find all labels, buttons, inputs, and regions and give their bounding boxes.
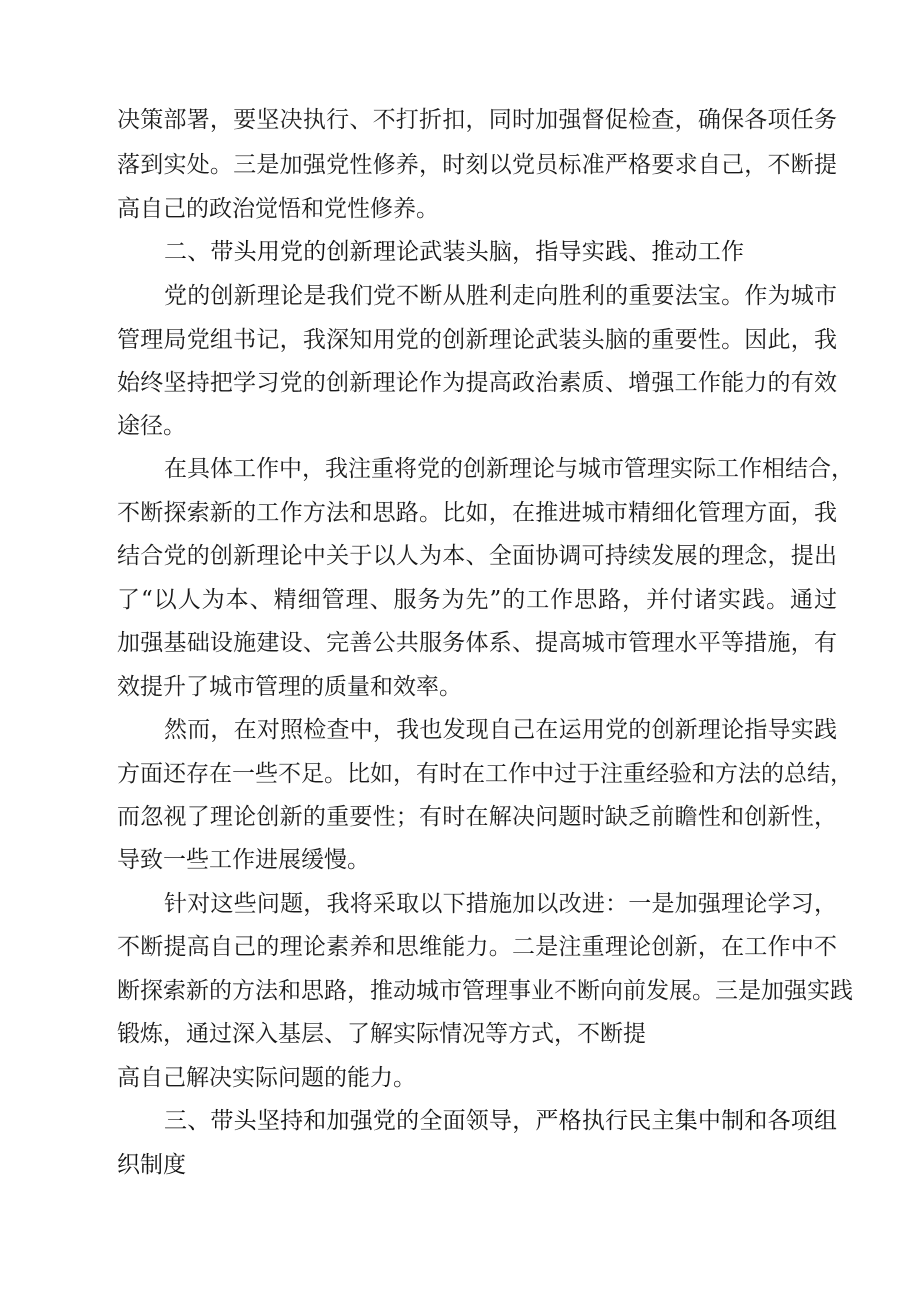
paragraph-line: 不断探索新的工作方法和思路。比如，在推进城市精细化管理方面，我 (117, 500, 837, 526)
paragraph-line: 途径。 (117, 413, 186, 439)
paragraph-line: 断探索新的方法和思路，推动城市管理事业不断向前发展。三是加强实践 (117, 978, 853, 1004)
paragraph-line: 然而，在对照检查中，我也发现自己在运用党的创新理论指导实践 (164, 717, 837, 743)
section-heading-3: 三、带头坚持和加强党的全面领导，严格执行民主集中制和各项组 (164, 1108, 837, 1134)
paragraph-line: 针对这些问题，我将采取以下措施加以改进：一是加强理论学习， (164, 891, 837, 917)
paragraph-line: 加强基础设施建设、完善公共服务体系、提高城市管理水平等措施，有 (117, 630, 837, 656)
paragraph-line: 了“以人为本、精细管理、服务为先”的工作思路，并付诸实践。通过 (117, 587, 837, 613)
paragraph-line: 不断提高自己的理论素养和思维能力。二是注重理论创新，在工作中不 (117, 934, 837, 960)
paragraph-line: 高自己解决实际问题的能力。 (117, 1065, 416, 1091)
paragraph-line: 决策部署，要坚决执行、不打折扣，同时加强督促检查，确保各项任务 (117, 107, 837, 133)
section-heading-3-continued: 织制度 (117, 1152, 186, 1178)
paragraph-line: 管理局党组书记，我深知用党的创新理论武装头脑的重要性。因此，我 (117, 327, 837, 353)
paragraph-line: 而忽视了理论创新的重要性；有时在解决问题时缺乏前瞻性和创新性， (117, 804, 837, 830)
paragraph-line: 在具体工作中，我注重将党的创新理论与城市管理实际工作相结合， (164, 456, 854, 482)
paragraph-line: 结合党的创新理论中关于以人为本、全面协调可持续发展的理念，提出 (117, 543, 837, 569)
paragraph-line: 党的创新理论是我们党不断从胜利走向胜利的重要法宝。作为城市 (164, 283, 837, 309)
paragraph-line: 锻炼，通过深入基层、了解实际情况等方式，不断提 (117, 1021, 646, 1047)
paragraph-line: 导致一些工作进展缓慢。 (117, 847, 370, 873)
paragraph-line: 落到实处。三是加强党性修养，时刻以党员标准严格要求自己，不断提 (117, 152, 837, 178)
paragraph-line: 始终坚持把学习党的创新理论作为提高政治素质、增强工作能力的有效 (117, 370, 837, 396)
paragraph-line: 效提升了城市管理的质量和效率。 (117, 674, 462, 700)
section-heading-2: 二、带头用党的创新理论武装头脑，指导实践、推动工作 (164, 239, 744, 265)
paragraph-line: 方面还存在一些不足。比如，有时在工作中过于注重经验和方法的总结， (117, 761, 853, 787)
paragraph-line: 高自己的政治觉悟和党性修养。 (117, 196, 439, 222)
